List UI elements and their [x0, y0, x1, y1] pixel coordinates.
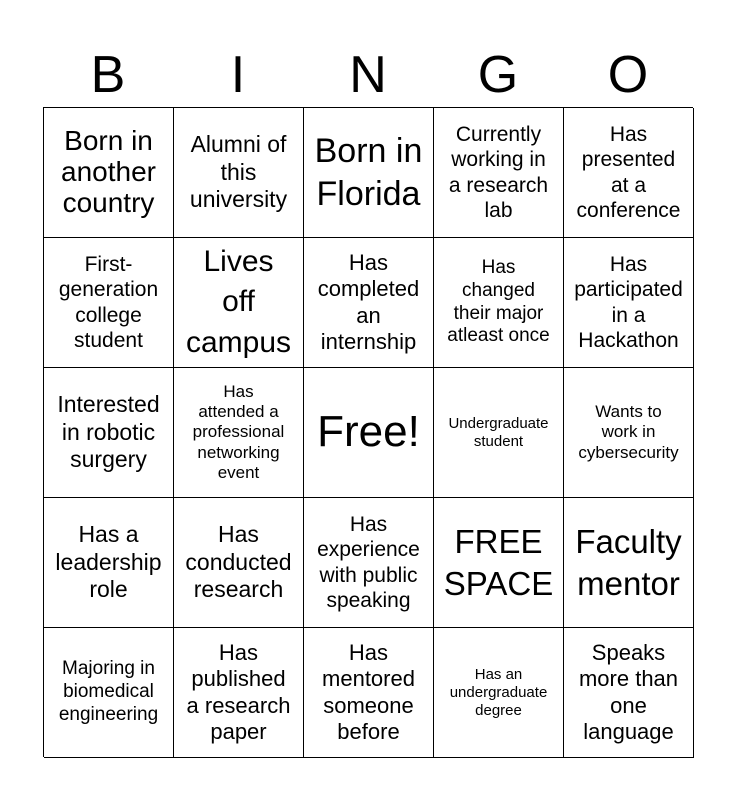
- bingo-cell[interactable]: Majoring in biomedical engineering: [44, 628, 174, 758]
- bingo-cell[interactable]: Speaks more than one language: [564, 628, 694, 758]
- bingo-cell[interactable]: Has completed an internship: [304, 238, 434, 368]
- header-letter-g: G: [477, 46, 519, 104]
- bingo-cell[interactable]: Has published a research paper: [174, 628, 304, 758]
- header-letter-i: I: [230, 46, 246, 104]
- bingo-cell[interactable]: Has experience with public speaking: [304, 498, 434, 628]
- free-space-cell[interactable]: FREE SPACE: [434, 498, 564, 628]
- header-letter-n: N: [349, 46, 387, 104]
- bingo-cell[interactable]: Wants to work in cybersecurity: [564, 368, 694, 498]
- header-letter-o: O: [607, 46, 649, 104]
- bingo-cell[interactable]: Has conducted research: [174, 498, 304, 628]
- bingo-cell[interactable]: Faculty mentor: [564, 498, 694, 628]
- bingo-cell[interactable]: Born in Florida: [304, 108, 434, 238]
- bingo-cell[interactable]: Currently working in a research lab: [434, 108, 564, 238]
- bingo-cell[interactable]: Born in another country: [44, 108, 174, 238]
- bingo-cell[interactable]: Interested in robotic surgery: [44, 368, 174, 498]
- bingo-cell[interactable]: Has an undergraduate degree: [434, 628, 564, 758]
- header-letter-b: B: [90, 46, 126, 104]
- bingo-cell[interactable]: Has presented at a conference: [564, 108, 694, 238]
- bingo-cell[interactable]: Has changed their major atleast once: [434, 238, 564, 368]
- bingo-cell[interactable]: Alumni of this university: [174, 108, 304, 238]
- bingo-cell[interactable]: Has mentored someone before: [304, 628, 434, 758]
- bingo-cell[interactable]: Undergraduate student: [434, 368, 564, 498]
- bingo-header: [43, 44, 693, 106]
- bingo-cell[interactable]: Has participated in a Hackathon: [564, 238, 694, 368]
- free-cell[interactable]: Free!: [304, 368, 434, 498]
- bingo-board: [43, 107, 693, 757]
- bingo-cell[interactable]: Has a leadership role: [44, 498, 174, 628]
- bingo-cell[interactable]: Lives off campus: [174, 238, 304, 368]
- bingo-cell[interactable]: First- generation college student: [44, 238, 174, 368]
- bingo-cell[interactable]: Has attended a professional networking event: [174, 368, 304, 498]
